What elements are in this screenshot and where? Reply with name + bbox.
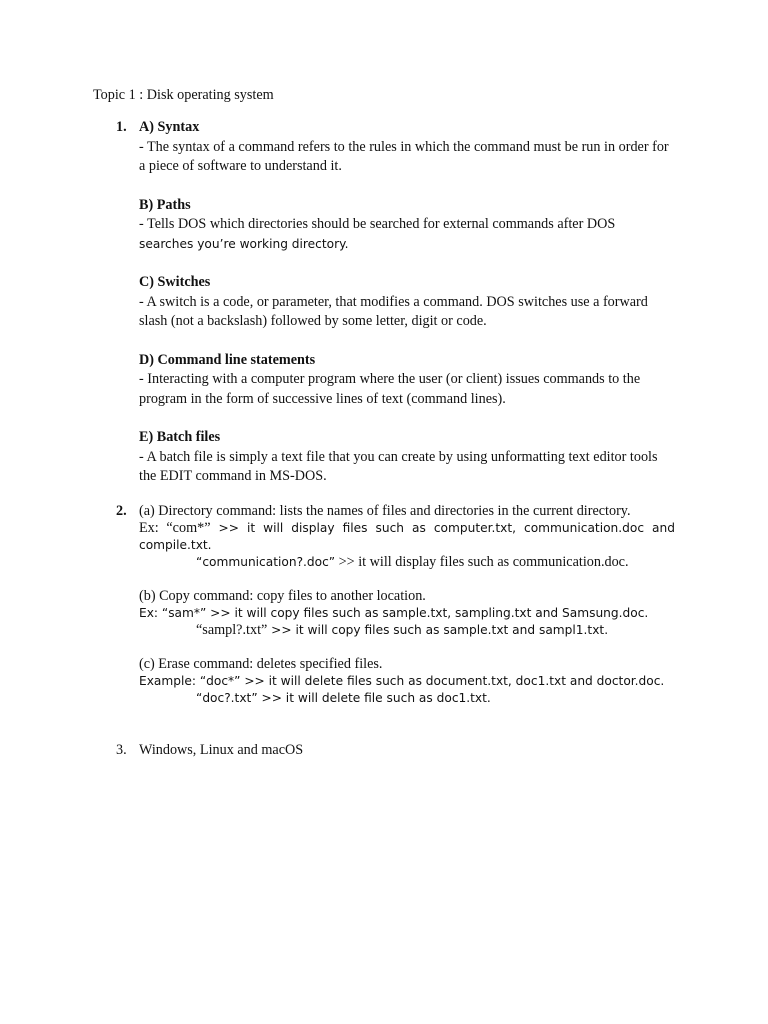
directory-command-block — [139, 503, 675, 571]
section-command-line — [139, 351, 675, 410]
batch-files-text: - A batch file is simply a text file that you can create by using unformatting text editor tools the EDIT command in MS-DOS. — [139, 448, 658, 484]
directory-example-1 — [139, 520, 675, 554]
section-syntax — [139, 118, 675, 177]
paths-text-line1: - Tells DOS which directories should be searched for external commands after DOS — [139, 216, 616, 232]
item-1-content — [139, 118, 675, 487]
item-3-content — [139, 741, 675, 761]
erase-command-heading: (c) Erase command: deletes specified files. — [139, 656, 383, 672]
heading-batch-files: E) Batch files — [139, 429, 221, 445]
directory-example-2-pattern: “communication?.doc” — [196, 555, 336, 569]
copy-example-2-pattern: “sampl?.txt” — [196, 622, 268, 638]
item-number-2: 2. — [116, 503, 127, 519]
erase-example-2 — [139, 690, 675, 707]
section-paths — [139, 196, 675, 255]
topic-title: Topic 1 : Disk operating system — [93, 87, 274, 103]
heading-paths: B) Paths — [139, 196, 191, 213]
item-2-content — [139, 503, 675, 707]
erase-example-2-pattern: “doc?.txt” — [196, 691, 258, 705]
copy-command-block — [139, 588, 675, 639]
copy-command-heading: (b) Copy command: copy files to another location. — [139, 588, 426, 604]
section-batch-files — [139, 428, 675, 487]
item-number-3: 3. — [116, 742, 127, 758]
copy-example-2 — [139, 622, 675, 639]
paths-text-line2: searches you’re working directory. — [139, 236, 349, 251]
directory-example-1-pattern: Ex: “com*” — [139, 520, 211, 536]
directory-example-2-result: >> it will display files such as communication.doc. — [335, 554, 629, 570]
heading-syntax: A) Syntax — [139, 119, 200, 135]
directory-command-heading: (a) Directory command: lists the names of files and directories in the current directory. — [139, 503, 631, 519]
command-line-text: - Interacting with a computer program where the user (or client) issues commands to the program in the form of successive lines of text (command lines). — [139, 371, 641, 407]
copy-example-2-result: >> it will copy files such as sample.txt and sampl1.txt. — [267, 623, 609, 637]
directory-example-1-result: >> it will display files such as computer.txt, communication.doc and compile.txt. — [139, 521, 675, 552]
erase-example-1: Example: “doc*” >> it will delete files such as document.txt, doc1.txt and doctor.doc. — [139, 674, 665, 688]
operating-systems-text: Windows, Linux and macOS — [139, 742, 304, 758]
section-switches — [139, 273, 675, 332]
switches-text: - A switch is a code, or parameter, that modifies a command. DOS switches use a forward slash (not a backslash) followed by some letter, digit or code. — [139, 293, 648, 329]
heading-command-line: D) Command line statements — [139, 351, 316, 368]
erase-example-2-result: >> it will delete file such as doc1.txt. — [257, 691, 491, 705]
erase-command-block — [139, 656, 675, 707]
heading-switches: C) Switches — [139, 274, 211, 290]
syntax-text: - The syntax of a command refers to the rules in which the command must be run in order for a piece of software to understand it. — [139, 138, 669, 174]
copy-example-1: Ex: “sam*” >> it will copy files such as sample.txt, sampling.txt and Samsung.doc. — [139, 606, 649, 620]
item-number-1: 1. — [116, 119, 127, 135]
directory-example-2 — [139, 554, 675, 571]
